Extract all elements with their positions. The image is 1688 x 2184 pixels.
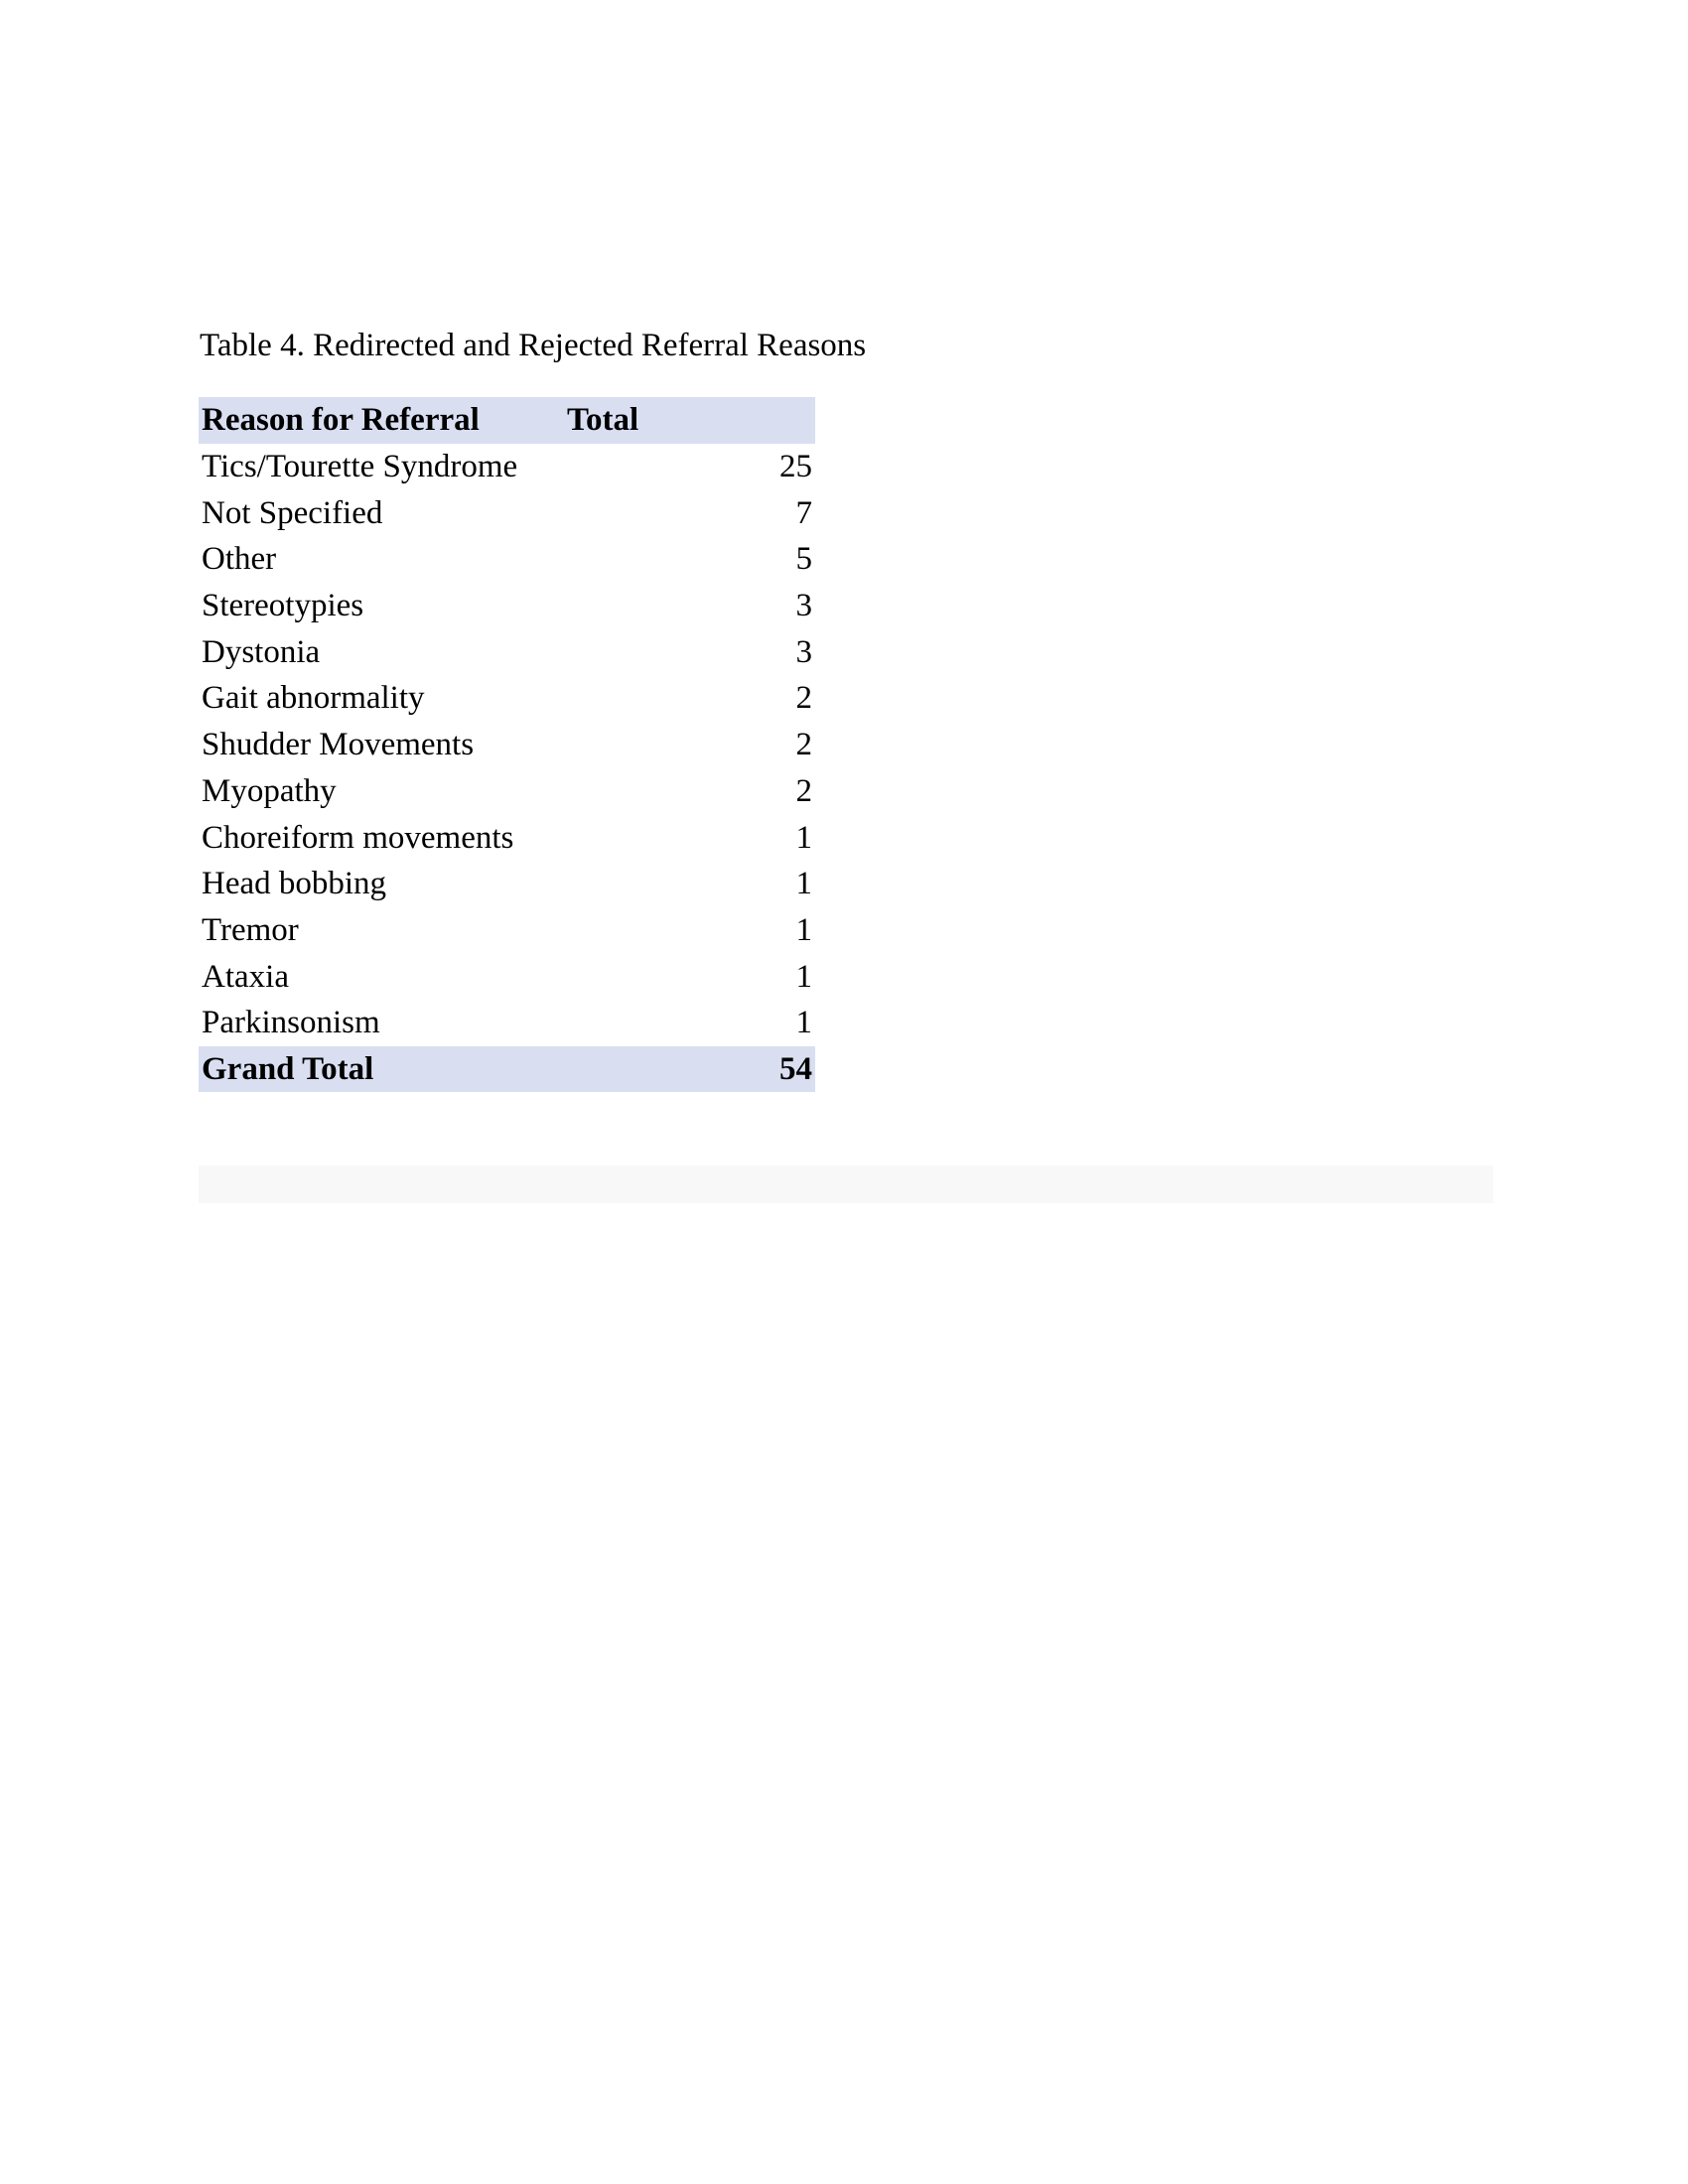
total-cell: 1 (795, 911, 812, 948)
reason-cell: Tremor (202, 911, 299, 948)
table-row (199, 444, 815, 490)
reason-cell: Dystonia (202, 633, 321, 670)
total-cell: 1 (795, 866, 812, 902)
table-row (199, 861, 815, 907)
total-cell: 7 (795, 494, 812, 531)
total-cell: 3 (795, 588, 812, 624)
total-cell: 2 (795, 772, 812, 809)
total-cell: 5 (795, 541, 812, 578)
table-row (199, 953, 815, 1000)
table-row (199, 907, 815, 954)
reason-cell: Not Specified (202, 494, 383, 531)
total-cell: 1 (795, 1005, 812, 1041)
total-cell: 2 (795, 680, 812, 717)
table-row (199, 768, 815, 815)
table-row (199, 628, 815, 675)
reason-cell: Parkinsonism (202, 1005, 380, 1041)
total-cell: 25 (779, 449, 812, 485)
shaded-note-bar (199, 1165, 1493, 1203)
grand-total-value: 54 (562, 1046, 815, 1093)
reason-cell: Ataxia (202, 958, 289, 995)
total-cell: 3 (795, 633, 812, 670)
reason-cell: Shudder Movements (202, 727, 475, 763)
table-row (199, 536, 815, 583)
table-row (199, 722, 815, 768)
table-row (199, 814, 815, 861)
table-header-row (199, 397, 815, 444)
reason-cell: Gait abnormality (202, 680, 425, 717)
reason-cell: Myopathy (202, 772, 337, 809)
total-cell: 1 (795, 958, 812, 995)
column-header-total: Total (562, 397, 815, 444)
reason-cell: Stereotypies (202, 588, 364, 624)
reason-cell: Tics/Tourette Syndrome (202, 449, 518, 485)
total-cell: 2 (795, 727, 812, 763)
reason-cell: Choreiform movements (202, 819, 514, 856)
table-row (199, 489, 815, 536)
table-row (199, 1000, 815, 1046)
reason-cell: Other (202, 541, 277, 578)
table-row (199, 583, 815, 629)
table-row (199, 675, 815, 722)
grand-total-row (199, 1046, 815, 1093)
column-header-reason: Reason for Referral (199, 397, 562, 444)
total-cell: 1 (795, 819, 812, 856)
table-caption: Table 4. Redirected and Rejected Referral Reasons (200, 328, 867, 363)
reason-cell: Head bobbing (202, 866, 387, 902)
referral-reasons-table (199, 397, 815, 1092)
grand-total-label: Grand Total (199, 1046, 562, 1093)
